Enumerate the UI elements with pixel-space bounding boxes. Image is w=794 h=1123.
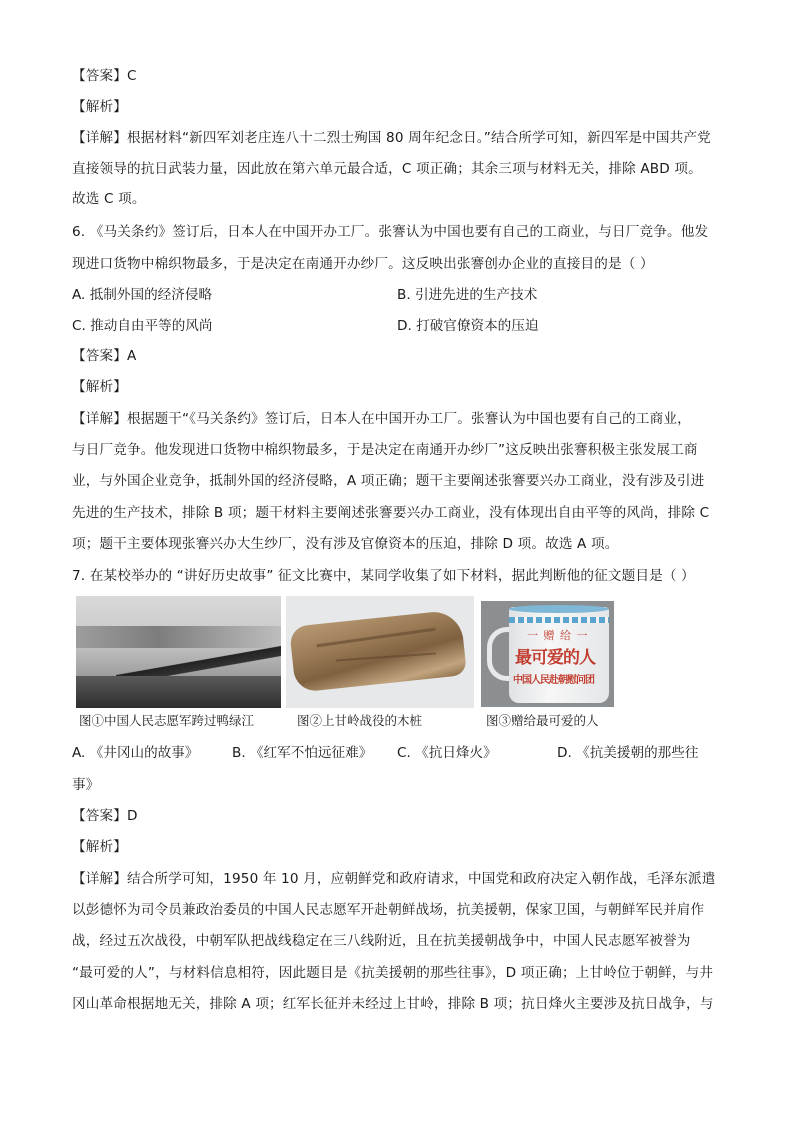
analysis-label-q5: 【解析】 <box>72 99 127 115</box>
question-7-stem: 7. 在某校举办的 “讲好历史故事” 征文比赛中，某同学收集了如下材料，据此判断他的征文题目是（ ） <box>72 568 695 584</box>
detail-text: 【详解】根据题干“《马关条约》签订后，日本人在中国开办工厂。张謇认为中国也要有自己的工商业， <box>72 411 691 427</box>
q7-option-d: D. 《抗美援朝的那些往 <box>557 745 699 761</box>
q6-option-a: A. 抵制外国的经济侵略 <box>72 287 213 303</box>
mug-text-top: 一 赠 给 一 <box>527 629 589 642</box>
figure-yalu-river-crossing <box>76 596 281 708</box>
question-6-stem: 6. 《马关条约》签订后，日本人在中国开办工厂。张謇认为中国也要有自己的工商业，与日厂竞争。他发 <box>72 224 709 240</box>
q7-option-d-continued: 事》 <box>72 777 100 793</box>
detail-text: “最可爱的人”，与材料信息相符，因此题目是《抗美援朝的那些往事》，D 项正确；上甘岭位于朝鲜，与井 <box>72 965 714 981</box>
q7-option-a: A. 《井冈山的故事》 <box>72 745 199 761</box>
mug-text-main: 最可爱的人 <box>515 648 595 668</box>
mug-text-bottom: 中国人民赴朝慰问团 <box>513 675 594 686</box>
figure-2-caption: 图②上甘岭战役的木桩 <box>297 713 423 728</box>
detail-text: 直接领导的抗日武装力量，因此放在第六单元最合适，C 项正确；其余三项与材料无关，排除 ABD 项。 <box>72 161 702 177</box>
detail-text: 先进的生产技术，排除 B 项；题干材料主要阐述张謇要兴办工商业，没有体现出自由平等的风尚，排除 C <box>72 505 710 521</box>
detail-text: 业，与外国企业竞争，抵制外国的经济侵略，A 项正确；题干主要阐述张謇要兴办工商业，没有涉及引进 <box>72 473 705 489</box>
detail-text: 项；题干主要体现张謇兴办大生纱厂，没有涉及官僚资本的压迫，排除 D 项。故选 A 项。 <box>72 536 619 552</box>
detail-text: 【详解】结合所学可知，1950 年 10 月，应朝鲜党和政府请求，中国党和政府决定入朝作战，毛泽东派遣 <box>72 871 716 887</box>
question-6-stem: 现进口货物中棉织物最多，于是决定在南通开办纱厂。这反映出张謇创办企业的直接目的是（ ） <box>72 256 654 272</box>
figure-1-caption: 图①中国人民志愿军跨过鸭绿江 <box>79 713 255 728</box>
detail-text: 故选 C 项。 <box>72 191 146 207</box>
figure-enamel-mug <box>481 601 614 707</box>
q6-option-c: C. 推动自由平等的风尚 <box>72 318 213 334</box>
figure-wooden-stake <box>286 596 474 708</box>
q6-option-d: D. 打破官僚资本的压迫 <box>397 318 539 334</box>
answer-label-q7: 【答案】D <box>72 808 138 824</box>
detail-text: 冈山革命根据地无关，排除 A 项；红军长征并未经过上甘岭，排除 B 项；抗日烽火主要涉及抗日战争，与 <box>72 996 714 1012</box>
answer-label-q5: 【答案】C <box>72 68 137 84</box>
detail-text: 与日厂竞争。他发现进口货物中棉织物最多，于是决定在南通开办纱厂”这反映出张謇积极主张发展工商 <box>72 442 698 458</box>
figure-3-caption: 图③赠给最可爱的人 <box>486 713 599 728</box>
detail-text: 战，经过五次战役，中朝军队把战线稳定在三八线附近，且在抗美援朝战争中，中国人民志愿军被誉为 <box>72 933 691 949</box>
q6-option-b: B. 引进先进的生产技术 <box>397 287 538 303</box>
detail-text: 以彭德怀为司令员兼政治委员的中国人民志愿军开赴朝鲜战场，抗美援朝，保家卫国，与朝鲜军民并肩作 <box>72 902 705 918</box>
q7-option-c: C. 《抗日烽火》 <box>397 745 497 761</box>
detail-text: 【详解】根据材料“新四军刘老庄连八十二烈士殉国 80 周年纪念日。”结合所学可知，新四军是中国共产党 <box>72 130 711 146</box>
q7-option-b: B. 《红军不怕远征难》 <box>232 745 373 761</box>
analysis-label-q6: 【解析】 <box>72 379 127 395</box>
answer-label-q6: 【答案】A <box>72 348 137 364</box>
analysis-label-q7: 【解析】 <box>72 839 127 855</box>
